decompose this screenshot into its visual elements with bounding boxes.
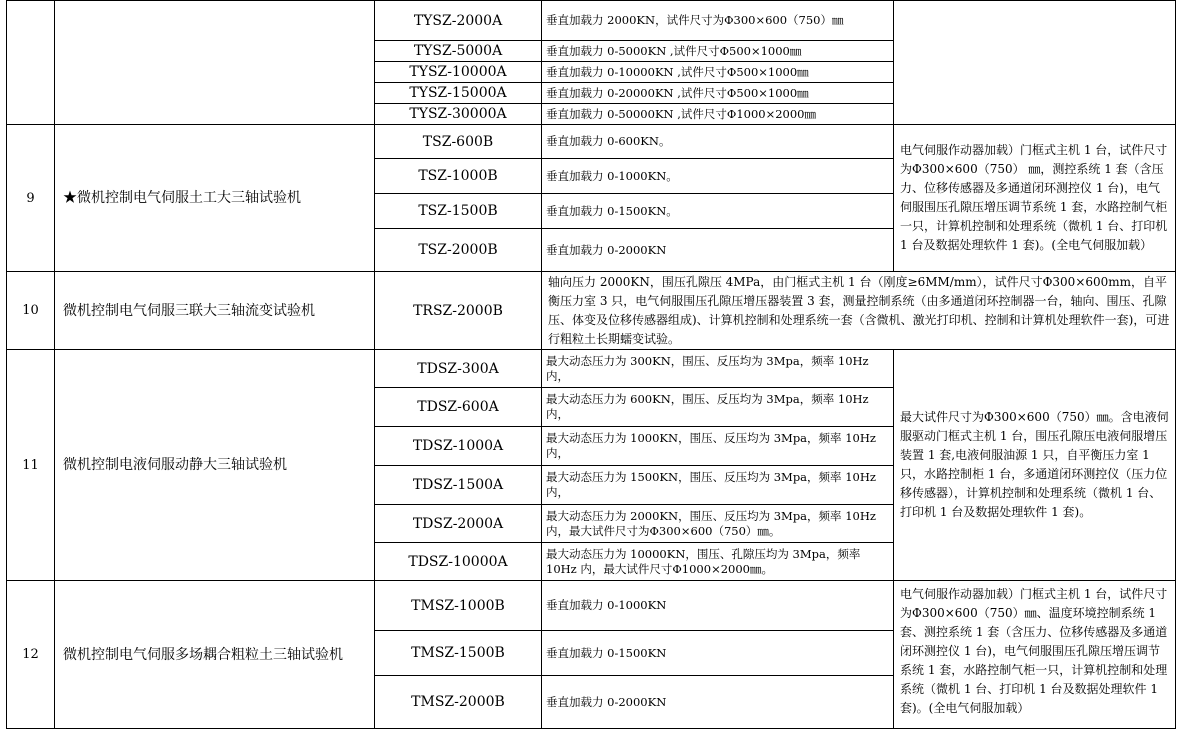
item-number-cell: 9 xyxy=(7,125,55,272)
item-number-cell: 10 xyxy=(7,272,55,350)
item-name-cell: 微机控制电液伺服动静大三轴试验机 xyxy=(55,350,375,581)
model-cell: TDSZ-300A xyxy=(375,350,542,388)
spec-cell: 垂直加载力 0-1000KN。 xyxy=(542,159,894,194)
spec-cell: 垂直加载力 0-20000KN ,试件尺寸Φ500×1000㎜ xyxy=(542,83,894,104)
spec-cell: 垂直加载力 0-50000KN ,试件尺寸Φ1000×2000㎜ xyxy=(542,104,894,125)
spec-cell: 垂直加载力 0-600KN。 xyxy=(542,125,894,159)
spec-cell: 最大动态压力为 1500KN，围压、反压均为 3Mpa，频率 10Hz 内， xyxy=(542,466,894,505)
spec-cell: 垂直加载力 0-2000KN xyxy=(542,229,894,272)
note-cell: 电气伺服作动器加载）门框式主机 1 台，试件尺寸为Φ300×600（750）㎜、温度环境控制系统 1 套、测控系统 1 套（含压力、位移传感器及多通道闭环测控仪 1 台)，电气伺服围压孔隙压增压调节系统 1 套，水路控制气柜一只，计算机控制和处理系统（微机 1 台、打印机 1 台及数据处理软件 1 套)。(全电气伺服加载） xyxy=(894,581,1176,729)
table-row xyxy=(7,125,1176,159)
spec-cell: 最大动态压力为 1000KN，围压、反压均为 3Mpa，频率 10Hz 内， xyxy=(542,427,894,466)
model-cell: TDSZ-600A xyxy=(375,388,542,427)
spec-cell: 垂直加载力 0-1500KN。 xyxy=(542,194,894,229)
table-row xyxy=(7,581,1176,631)
item-name-cell xyxy=(55,1,375,125)
model-cell: TMSZ-1500B xyxy=(375,631,542,676)
spec-cell: 垂直加载力 0-1500KN xyxy=(542,631,894,676)
model-cell: TSZ-600B xyxy=(375,125,542,159)
model-cell: TSZ-1500B xyxy=(375,194,542,229)
spec-cell: 垂直加载力 0-10000KN ,试件尺寸Φ500×1000㎜ xyxy=(542,62,894,83)
note-cell xyxy=(894,1,1176,125)
spec-cell: 最大动态压力为 2000KN，围压、反压均为 3Mpa，频率 10Hz 内，最大试件尺寸为Φ300×600（750）㎜。 xyxy=(542,505,894,543)
equipment-spec-table xyxy=(6,0,1176,729)
item-name-cell: 微机控制电气伺服多场耦合粗粒土三轴试验机 xyxy=(55,581,375,729)
spec-cell: 最大动态压力为 600KN，围压、反压均为 3Mpa，频率 10Hz 内， xyxy=(542,388,894,427)
spec-cell: 轴向压力 2000KN，围压孔隙压 4MPa，由门框式主机 1 台（刚度≥6MM/mm），试件尺寸Φ300×600mm，自平衡压力室 3 只，电气伺服围压孔隙压增压器装置 3 套，测量控制系统（由多通道闭环控制器一台，轴向、围压、孔隙压、体变及位移传感器组成)、计算机控制和处理系统一套（含微机、激光打印机、控制和计算机处理软件一套)，可进行粗粒土长期蠕变试验。 xyxy=(542,272,1176,350)
note-cell: 电气伺服作动器加载）门框式主机 1 台，试件尺寸为Φ300×600（750） ㎜，测控系统 1 套（含压力、位移传感器及多通道闭环测控仪 1 台)，电气伺服围压孔隙压增压调节系统 1 套，水路控制气柜一只，计算机控制和处理系统（微机 1 台、打印机 1 台及数据处理软件 1 套)。(全电气伺服加载） xyxy=(894,125,1176,272)
model-cell: TYSZ-2000A xyxy=(375,1,542,41)
model-cell: TDSZ-1500A xyxy=(375,466,542,505)
item-number-cell: 11 xyxy=(7,350,55,581)
spec-cell: 垂直加载力 0-5000KN ,试件尺寸Φ500×1000㎜ xyxy=(542,41,894,62)
model-cell: TMSZ-1000B xyxy=(375,581,542,631)
spec-cell: 垂直加载力 2000KN，试件尺寸为Φ300×600（750）㎜ xyxy=(542,1,894,41)
model-cell: TDSZ-2000A xyxy=(375,505,542,543)
item-number-cell: 12 xyxy=(7,581,55,729)
model-cell: TSZ-1000B xyxy=(375,159,542,194)
model-cell: TYSZ-10000A xyxy=(375,62,542,83)
model-cell: TDSZ-1000A xyxy=(375,427,542,466)
table-row xyxy=(7,1,1176,41)
model-cell: TYSZ-5000A xyxy=(375,41,542,62)
model-cell: TYSZ-15000A xyxy=(375,83,542,104)
table-row xyxy=(7,350,1176,388)
model-cell: TRSZ-2000B xyxy=(375,272,542,350)
spec-cell: 垂直加载力 0-2000KN xyxy=(542,676,894,729)
spec-cell: 最大动态压力为 10000KN，围压、孔隙压均为 3Mpa，频率 10Hz 内，最大试件尺寸Φ1000×2000㎜。 xyxy=(542,543,894,581)
spec-cell: 最大动态压力为 300KN，围压、反压均为 3Mpa，频率 10Hz 内， xyxy=(542,350,894,388)
item-name-cell: ★微机控制电气伺服土工大三轴试验机 xyxy=(55,125,375,272)
item-number-cell xyxy=(7,1,55,125)
table-row xyxy=(7,272,1176,350)
spec-cell: 垂直加载力 0-1000KN xyxy=(542,581,894,631)
model-cell: TSZ-2000B xyxy=(375,229,542,272)
model-cell: TYSZ-30000A xyxy=(375,104,542,125)
item-name-cell: 微机控制电气伺服三联大三轴流变试验机 xyxy=(55,272,375,350)
model-cell: TDSZ-10000A xyxy=(375,543,542,581)
model-cell: TMSZ-2000B xyxy=(375,676,542,729)
note-cell: 最大试件尺寸为Φ300×600（750）㎜。含电液伺服驱动门框式主机 1 台，围压孔隙压电液伺服增压装置 1 套,电液伺服油源 1 只，自平衡压力室 1 只，水路控制柜 1 台，多通道闭环测控仪（压力位移传感器），计算机控制和处理系统（微机 1 台、打印机 1 台及数据处理软件 1 套)。 xyxy=(894,350,1176,581)
